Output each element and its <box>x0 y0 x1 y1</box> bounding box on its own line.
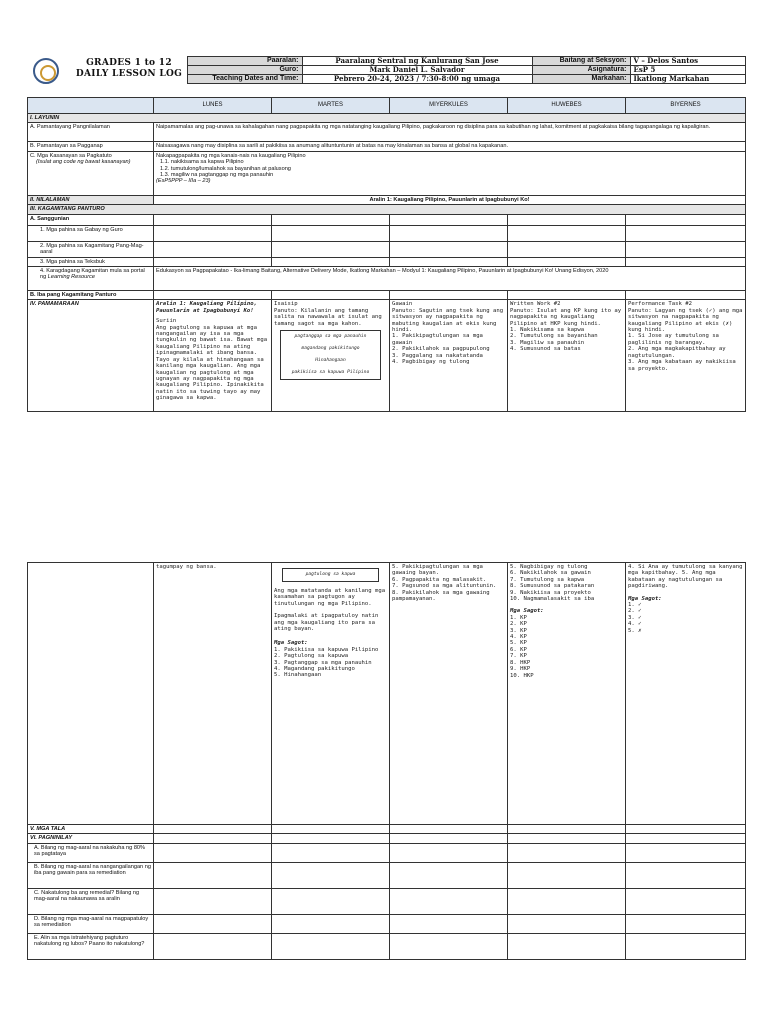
mon-continuation: tagumpay ng bansa. <box>156 564 217 570</box>
tue-fill-text: Ipagmalaki at ipagpatuloy natin ang mga kaugaliang ito para sa ating bayan. <box>274 613 379 633</box>
thu-answer: 6. KP <box>510 646 527 653</box>
ref-karagdagan-text: 4. Karagdagang Kagamitan mula sa portal ng <box>40 268 145 281</box>
header-table <box>27 56 746 84</box>
ref-karagdagan-value: Edukasyon sa Pagpapakatao - Ika-limang Baitang, Alternative Delivery Mode, Ikatlong Markahan – Modyul 1: Kaugaliang Pilipino, Pauunlarin at Ipagbubunyi Ko! Unang Edisyon, 2020 <box>154 267 746 291</box>
fri-answer: 5. ✗ <box>628 627 642 634</box>
fri-answer: 2. ✓ <box>628 608 642 615</box>
thu-answer: 4. KP <box>510 634 527 641</box>
tue-answer: 3. Pagtanggap sa mga panauhin <box>274 659 372 666</box>
wed-item: 2. Pakikilahok sa pagpupulong <box>392 346 490 353</box>
wed-item: 1. Pakikipagtulungan sa mga gawain <box>392 333 483 346</box>
thu-item: 3. Magiliw sa panauhin <box>510 339 585 346</box>
kasanayan-note: (Isulat ang code ng bawat kasanayan) <box>36 159 131 166</box>
tue-answer: 2. Pagtulong sa kapuwa <box>274 653 349 660</box>
procedure-wed <box>390 300 508 412</box>
procedure-thu <box>508 300 626 412</box>
day-header-fri: BIYERNES <box>626 98 746 114</box>
procedure-mon <box>154 300 272 412</box>
kasanayan-item: 1.3. magiliw na pagtanggap ng mga panauhin <box>160 172 274 179</box>
thu-answer: 5. KP <box>510 640 527 647</box>
reflection-e: E. Alin sa mga istratehiyang pagtuturo nakatulong ng lubos? Paano ito nakatulong? <box>28 933 154 959</box>
day-header-mon: LUNES <box>154 98 272 114</box>
fri-title: Performance Task #2 <box>628 301 692 308</box>
kasanayan-code: (EsP5PPP – IIIa – 23) <box>156 178 211 185</box>
nilalaman-text: Aralin 1: Kaugaliang Pilipino, Pauunlarin at Ipagbubunyi Ko! <box>154 195 746 204</box>
kasanayan-cell <box>28 151 154 195</box>
day-header-thu: HUWEBES <box>508 98 626 114</box>
section-tala: V. MGA TALA <box>28 825 154 834</box>
school-label: Paaralan: <box>187 57 302 66</box>
thu-item: 1. Nakikisama sa kapwa <box>510 327 585 334</box>
fri-item: 2. Ang mga magkakapitbahay ay nagtutulungan. <box>628 346 726 359</box>
dates-label: Teaching Dates and Time: <box>187 75 302 84</box>
tue-body: Panuto: Kilalanin ang tamang salita na nawawala at isulat ang tamang sagot sa mga kahon. <box>274 307 382 327</box>
cont-wed <box>390 563 508 825</box>
wed-body: Panuto: Sagutin ang tsek kung ang sitwasyon ay nagpapakita ng mabuting kaugalian at ekis kung hindi. <box>392 307 504 334</box>
cont-thu <box>508 563 626 825</box>
fri-answer: 1. ✓ <box>628 602 642 609</box>
ref-karagdagan-italic: Learning Resource <box>47 274 96 281</box>
thu-cont-item: 6. Nakikilahok sa gawain <box>510 570 591 577</box>
fri-answer: 3. ✓ <box>628 614 642 621</box>
tue-answer: 4. Magandang pakikitungo <box>274 666 355 673</box>
day-header-tue: MARTES <box>272 98 390 114</box>
wed-cont-item: 7. Pagsunod sa mga alituntunin. <box>392 583 497 590</box>
box-item: magandang pakikitungo <box>301 346 360 352</box>
fri-cont-text: 4. Si Ana ay tumutulong sa kanyang mga kapitbahay. 5. Ang mga kabataan ay nagtutulungan sa pagdiriwang. <box>628 564 743 590</box>
title-line-1: GRADES 1 to 12 <box>86 58 172 68</box>
wed-cont-item: 6. Pagpapakita ng malasakit. <box>392 576 487 583</box>
wed-item: 3. Paggalang sa nakatatanda <box>392 352 483 359</box>
pagganap-text: Naisasagawa nang may disiplina sa sarili at pakikiisa sa anumang alituntuntunin at batas na may kinalaman sa bansa at global na kapakanan. <box>154 142 746 151</box>
thu-answer: 7. KP <box>510 653 527 660</box>
ref-karagdagan <box>28 267 154 291</box>
grade-value: V – Delos Santos <box>630 57 745 66</box>
ref-gabay-guro: 1. Mga pahina sa Gabay ng Guro <box>28 225 154 241</box>
kasanayan-text: Nakapagpapakita ng mga kanais-nais na kaugaliang Pilipino <box>156 152 306 159</box>
procedure-tue <box>272 300 390 412</box>
box-item: Hinahangaan <box>315 358 346 364</box>
kasanayan-item: 1.1. nakikisama sa kapwa Pilipino <box>160 159 244 166</box>
thu-answer: 2. KP <box>510 621 527 628</box>
fri-item: 3. Ang mga kabataan ay nakikiisa sa proyekto. <box>628 359 736 372</box>
ref-teksbuk: 3. Mga pahina sa Teksbuk <box>28 257 154 266</box>
section-kagamitan: III. KAGAMITANG PANTURO <box>28 205 746 214</box>
mon-subtitle: Suriin <box>156 318 177 325</box>
school-value: Paaralang Sentral ng Kanlurang San Jose <box>302 57 532 66</box>
pagganap-label: B. Pamantayan sa Pagganap <box>28 142 154 151</box>
sanggunian-label: A. Sanggunian <box>28 214 154 225</box>
wed-cont-item: 8. Pakikilahok sa mga gawaing pampamayanan. <box>392 589 490 603</box>
thu-body: Panuto: Isulat ang KP kung ito ay nagpapakita ng kaugaliang Pilipino at HKP kung hindi. <box>510 307 622 327</box>
thu-cont-item: 8. Sumusunod sa patakaran <box>510 583 595 590</box>
subject-label: Asignatura: <box>532 66 630 75</box>
fri-answers-label: Mga Sagot: <box>628 595 662 602</box>
lesson-table-continued <box>27 562 746 960</box>
thu-cont-item: 5. Nagbibigay ng tulong <box>510 564 588 570</box>
thu-item: 2. Tumutulong sa bayanihan <box>510 333 598 340</box>
cont-tue <box>272 563 390 825</box>
wed-cont-item: 5. Pakikipagtulungan sa mga gawaing bayan. <box>392 564 483 577</box>
thu-item: 4. Sumusunod sa batas <box>510 346 581 353</box>
day-header-wed: MIYERKULES <box>390 98 508 114</box>
tue-answers-label: Mga Sagot: <box>274 640 308 647</box>
cont-mon <box>154 563 272 825</box>
tue-fill-text: Ang mga matatanda at kanilang mga kasamahan sa pagtugon ay tinutulungan ng mga Pilipino. <box>274 588 386 607</box>
thu-cont-item: 10. Nagmamalasakit sa iba <box>510 596 595 603</box>
tue-answer: 1. Pakikiisa sa kapuwa Pilipino <box>274 646 379 653</box>
wed-item: 4. Pagbibigay ng tulong <box>392 359 470 366</box>
quarter-label: Markahan: <box>532 75 630 84</box>
iba-pang-kagamitan-label: B. Iba pang Kagamitang Panturo <box>28 291 154 300</box>
ref-kagamitang-mag-aaral: 2. Mga pahina sa Kagamitang Pang-Mag-aaral <box>28 241 154 257</box>
mon-body: Ang pagtulong sa kapuwa at mga nangangailan ay isa sa mga tungkulin ng bawat isa. Bawat mga kaugaliang Pilipino na ating ipinagmamalaki at ibang bansa. Tayo ay kilala at hinahangaan sa kanilang mga kaugalian. Ang mga kaugalian ng pagtulong at mga ugnayan ay nagpapakita ng mga kaugaliang Pilipino. Ipinakikita natin ito sa tuwing tayo ay may ginagawa sa kapwa. <box>156 324 268 402</box>
tue-cont-box: pagtulong sa kapwa <box>282 568 379 582</box>
teacher-label: Guro: <box>187 66 302 75</box>
quarter-value: Ikatlong Markahan <box>630 75 745 84</box>
fri-body: Panuto: Lagyan ng tsek (✓) ang mga sitwasyon na nagpapakita ng kaugaliang Pilipino at ekis (✗) kung hindi. <box>628 307 743 334</box>
procedure-fri <box>626 300 746 412</box>
fri-answer: 4. ✓ <box>628 621 642 628</box>
section-pagninilay: VI. PAGNINILAY <box>28 834 154 843</box>
tue-title: Isaisip <box>274 301 298 308</box>
thu-answer: 9. HKP <box>510 666 531 673</box>
teacher-value: Mark Daniel L. Salvador <box>302 66 532 75</box>
dates-value: Pebrero 20-24, 2023 / 7:30-8:00 ng umaga <box>302 75 532 84</box>
pamantayang-label: A. Pamantayang Pangnilalaman <box>28 123 154 142</box>
title-line-2: DAILY LESSON LOG <box>75 69 183 79</box>
kasanayan-label: C. Mga Kasanayan sa Pagkatuto <box>30 152 112 159</box>
cont-fri <box>626 563 746 825</box>
reflection-a: A. Bilang ng mag-aaral na nakakuha ng 80% sa pagtataya <box>28 843 154 862</box>
pamantayang-text: Naipamamalas ang pag-unawa sa kahalagahan nang pagpapakita ng mga natatanging kaugaliang Pilipino, pagkakaroon ng disiplina para sa kabutihan ng lahat, komitment at pagkakaisa bilang tagapangalaga ng kapaligiran. <box>154 123 746 142</box>
thu-title: Written Work #2 <box>510 301 561 308</box>
fri-item: 1. Si Jose ay tumutulong sa paglilinis ng barangay. <box>628 333 719 346</box>
wed-title: Gawain <box>392 301 413 308</box>
reflection-b: B. Bilang ng mag-aaral na nangangailangan ng iba pang gawain para sa remediation <box>28 862 154 888</box>
box-item: pakikiisa sa kapuwa Pilipino <box>291 370 370 376</box>
kasanayan-item: 1.2. tumutulong/lumalahok sa bayanihan at palusong <box>160 165 291 172</box>
lesson-table <box>27 97 746 412</box>
thu-answers-label: Mga Sagot: <box>510 608 544 615</box>
subject-value: EsP 5 <box>630 66 745 75</box>
box-item: pagtanggap sa mga panauhin <box>294 334 367 340</box>
tue-answer: 5. Hinahangaan <box>274 672 322 679</box>
thu-cont-item: 7. Tumutulong sa kapwa <box>510 576 585 583</box>
thu-answer: 3. KP <box>510 627 527 634</box>
reflection-d: D. Bilang ng mga mag-aaral na magpapatuloy sa remediation <box>28 914 154 933</box>
mon-title: Aralin 1: Kaugaliang Pilipino, Pauunlarin at Ipagbubunyi Ko! <box>156 301 258 314</box>
reflection-c: C. Nakatulong ba ang remedial? Bilang ng mag-aaral na nakaunawa sa aralin <box>28 888 154 914</box>
thu-answer: 8. HKP <box>510 659 531 666</box>
grade-label: Baitang at Seksyon: <box>532 57 630 66</box>
section-pamamaraan: IV. PAMAMARAAN <box>28 300 154 412</box>
section-layunin: I. LAYUNIN <box>28 114 746 123</box>
tue-answer-box <box>280 330 381 380</box>
thu-answer: 10. HKP <box>510 672 534 679</box>
section-nilalaman: II. NILALAMAN <box>28 195 154 204</box>
thu-cont-item: 9. Nakikiisa sa proyekto <box>510 589 591 596</box>
kasanayan-content <box>154 151 746 195</box>
thu-answer: 1. KP <box>510 614 527 621</box>
